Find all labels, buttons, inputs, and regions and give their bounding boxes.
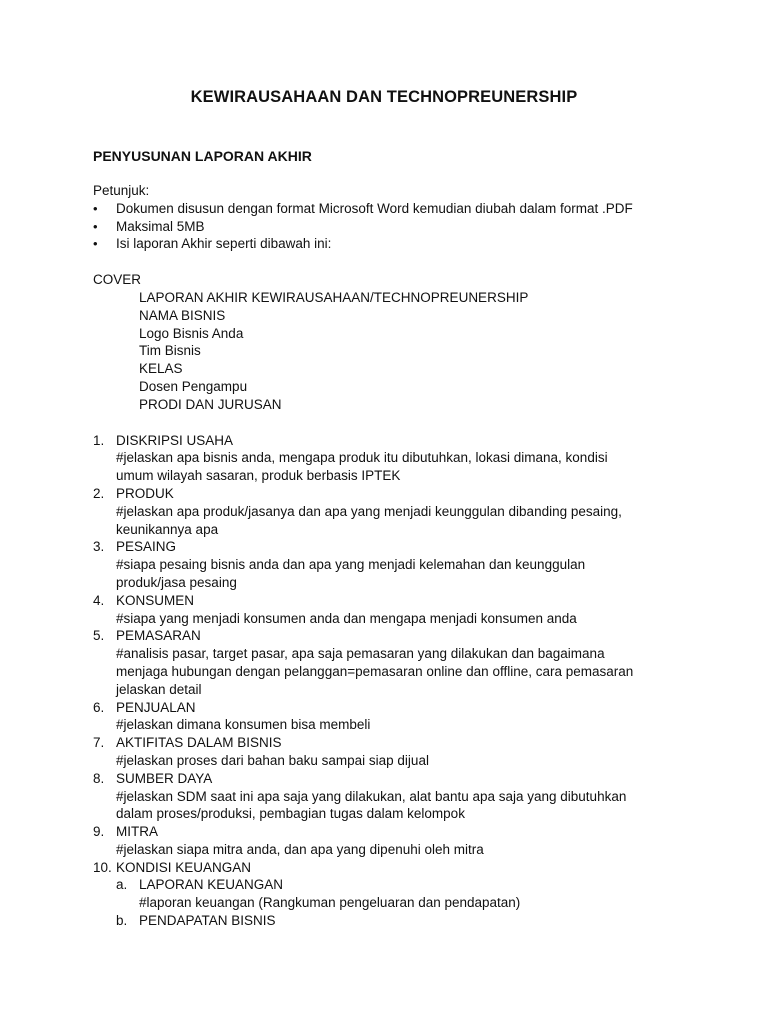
section-description: umum wilayah sasaran, produk berbasis IPTEK <box>116 468 401 484</box>
document-title: KEWIRAUSAHAAN DAN TECHNOPREUNERSHIP <box>190 88 578 106</box>
instructions-label: Petunjuk: <box>93 183 150 198</box>
section-title: KONDISI KEUANGAN <box>116 859 252 875</box>
section-number: 4. <box>93 592 105 608</box>
section-number: 9. <box>93 824 105 840</box>
section-number: 1. <box>93 432 105 448</box>
sections-list <box>93 432 693 930</box>
subsection-title: PENDAPATAN BISNIS <box>139 913 276 929</box>
bullet-item <box>93 200 693 218</box>
subsection-letter: a. <box>116 877 128 893</box>
bullet-item <box>93 235 693 253</box>
section-number: 10. <box>93 859 112 875</box>
bullet-icon: • <box>93 236 98 252</box>
section-title: PESAING <box>116 539 177 555</box>
cover-item: Tim Bisnis <box>139 343 201 359</box>
section-description: jelaskan detail <box>116 681 202 697</box>
section-title: DISKRIPSI USAHA <box>116 432 234 448</box>
section-item <box>93 823 693 841</box>
section-number: 3. <box>93 539 105 555</box>
section-description: #jelaskan siapa mitra anda, dan apa yang dipenuhi oleh mitra <box>116 841 484 857</box>
section-description: produk/jasa pesaing <box>116 574 237 590</box>
section-title: AKTIFITAS DALAM BISNIS <box>116 735 282 751</box>
cover-item: NAMA BISNIS <box>139 307 226 323</box>
cover-item: PRODI DAN JURUSAN <box>139 396 282 412</box>
section-description: #jelaskan apa bisnis anda, mengapa produk itu dibutuhkan, lokasi dimana, kondisi <box>116 450 608 466</box>
section-description: #jelaskan apa produk/jasanya dan apa yang menjadi keunggulan dibanding pesaing, <box>116 503 622 519</box>
section-item <box>93 432 693 450</box>
section-description: #siapa pesaing bisnis anda dan apa yang menjadi kelemahan dan keunggulan <box>116 557 586 573</box>
spacer <box>93 253 693 271</box>
section-title: PENJUALAN <box>116 699 196 715</box>
section-number: 6. <box>93 699 105 715</box>
bullet-icon: • <box>93 200 98 216</box>
section-title: KONSUMEN <box>116 592 195 608</box>
cover-item: Dosen Pengampu <box>139 378 248 394</box>
spacer <box>93 414 693 432</box>
section-description: dalam proses/produksi, pembagian tugas dalam kelompok <box>116 806 465 822</box>
bullet-icon: • <box>93 218 98 234</box>
section-item <box>93 770 693 788</box>
section-description: #analisis pasar, target pasar, apa saja pemasaran yang dilakukan dan bagaimana <box>116 646 605 662</box>
section-description: #siapa yang menjadi konsumen anda dan mengapa menjadi konsumen anda <box>116 610 577 626</box>
section-item <box>93 734 693 752</box>
subsection-letter: b. <box>116 913 128 929</box>
cover-item: LAPORAN AKHIR KEWIRAUSAHAAN/TECHNOPREUNERSHIP <box>139 289 529 305</box>
section-number: 8. <box>93 770 105 786</box>
bullet-text: Isi laporan Akhir seperti dibawah ini: <box>116 236 332 252</box>
section-item <box>93 859 693 877</box>
bullet-text: Maksimal 5MB <box>116 218 205 234</box>
section-title: SUMBER DAYA <box>116 770 213 786</box>
subsection-description: #laporan keuangan (Rangkuman pengeluaran dan pendapatan) <box>139 895 521 911</box>
section-number: 5. <box>93 628 105 644</box>
section-item <box>93 699 693 717</box>
section-description: #jelaskan proses dari bahan baku sampai siap dijual <box>116 752 429 768</box>
cover-item: Logo Bisnis Anda <box>139 325 244 341</box>
section-description: menjaga hubungan dengan pelanggan=pemasaran online dan offline, cara pemasaran <box>116 663 634 679</box>
section-number: 2. <box>93 485 105 501</box>
section-title: MITRA <box>116 824 158 840</box>
section-item <box>93 592 693 610</box>
section-description: keunikannya apa <box>116 521 219 537</box>
section-title: PEMASARAN <box>116 628 201 644</box>
subsection-title: LAPORAN KEUANGAN <box>139 877 284 893</box>
cover-label: COVER <box>93 272 142 288</box>
document-subtitle: PENYUSUNAN LAPORAN AKHIR <box>93 148 312 164</box>
section-item <box>93 538 693 556</box>
subsection-item <box>93 876 693 894</box>
document-body <box>93 182 693 930</box>
section-description: #jelaskan SDM saat ini apa saja yang dilakukan, alat bantu apa saja yang dibutuhkan <box>116 788 627 804</box>
section-description: #jelaskan dimana konsumen bisa membeli <box>116 717 371 733</box>
cover-item: KELAS <box>139 361 183 377</box>
bullet-text: Dokumen disusun dengan format Microsoft Word kemudian diubah dalam format .PDF <box>116 200 633 216</box>
section-item <box>93 485 693 503</box>
section-title: PRODUK <box>116 485 174 501</box>
subsection-item <box>93 912 693 930</box>
section-number: 7. <box>93 735 105 751</box>
bullet-item <box>93 218 693 236</box>
section-item <box>93 627 693 645</box>
